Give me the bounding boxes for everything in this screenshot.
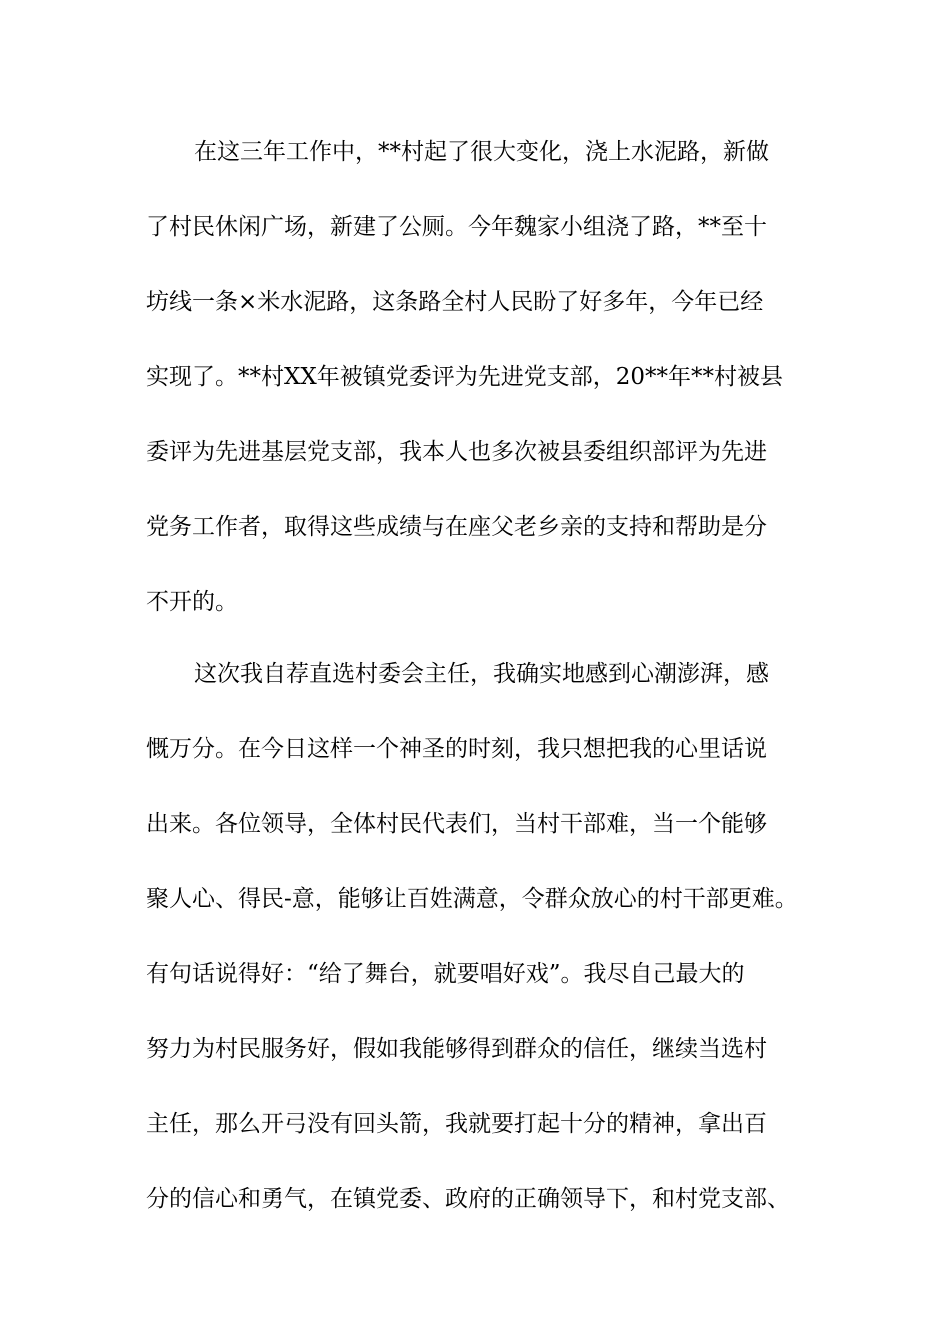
paragraph-line: 主任，那么开弓没有回头箭，我就要打起十分的精神，拿出百 <box>146 1111 767 1137</box>
paragraph-line: 分的信心和勇气，在镇党委、政府的正确领导下，和村党支部、 <box>146 1186 790 1212</box>
paragraph-line: 慨万分。在今日这样一个神圣的时刻，我只想把我的心里话说 <box>146 736 767 762</box>
paragraph-line: 实现了。**村XX年被镇党委评为先进党支部，20**年**村被县 <box>146 364 784 390</box>
paragraph-line: 这次我自荐直选村委会主任，我确实地感到心潮澎湃，感 <box>194 661 769 687</box>
paragraph-line: 努力为村民服务好，假如我能够得到群众的信任，继续当选村 <box>146 1036 767 1062</box>
paragraph-line: 委评为先进基层党支部，我本人也多次被县委组织部评为先进 <box>146 439 767 465</box>
paragraph-line: 有句话说得好：“给了舞台，就要唱好戏”。我尽自己最大的 <box>146 961 745 987</box>
paragraph-line: 党务工作者，取得这些成绩与在座父老乡亲的支持和帮助是分 <box>146 514 767 540</box>
paragraph-line: 坊线一条×米水泥路，这条路全村人民盼了好多年，今年已经 <box>146 289 764 315</box>
paragraph-line: 聚人心、得民-意，能够让百姓满意，令群众放心的村干部更难。 <box>146 886 798 912</box>
paragraph-line: 在这三年工作中，**村起了很大变化，浇上水泥路，新做 <box>194 139 769 165</box>
paragraph-line: 了村民休闲广场，新建了公厕。今年魏家小组浇了路，**至十 <box>146 214 767 240</box>
paragraph-line: 出来。各位领导，全体村民代表们，当村干部难，当一个能够 <box>146 811 767 837</box>
paragraph-line: 不开的。 <box>146 589 238 615</box>
